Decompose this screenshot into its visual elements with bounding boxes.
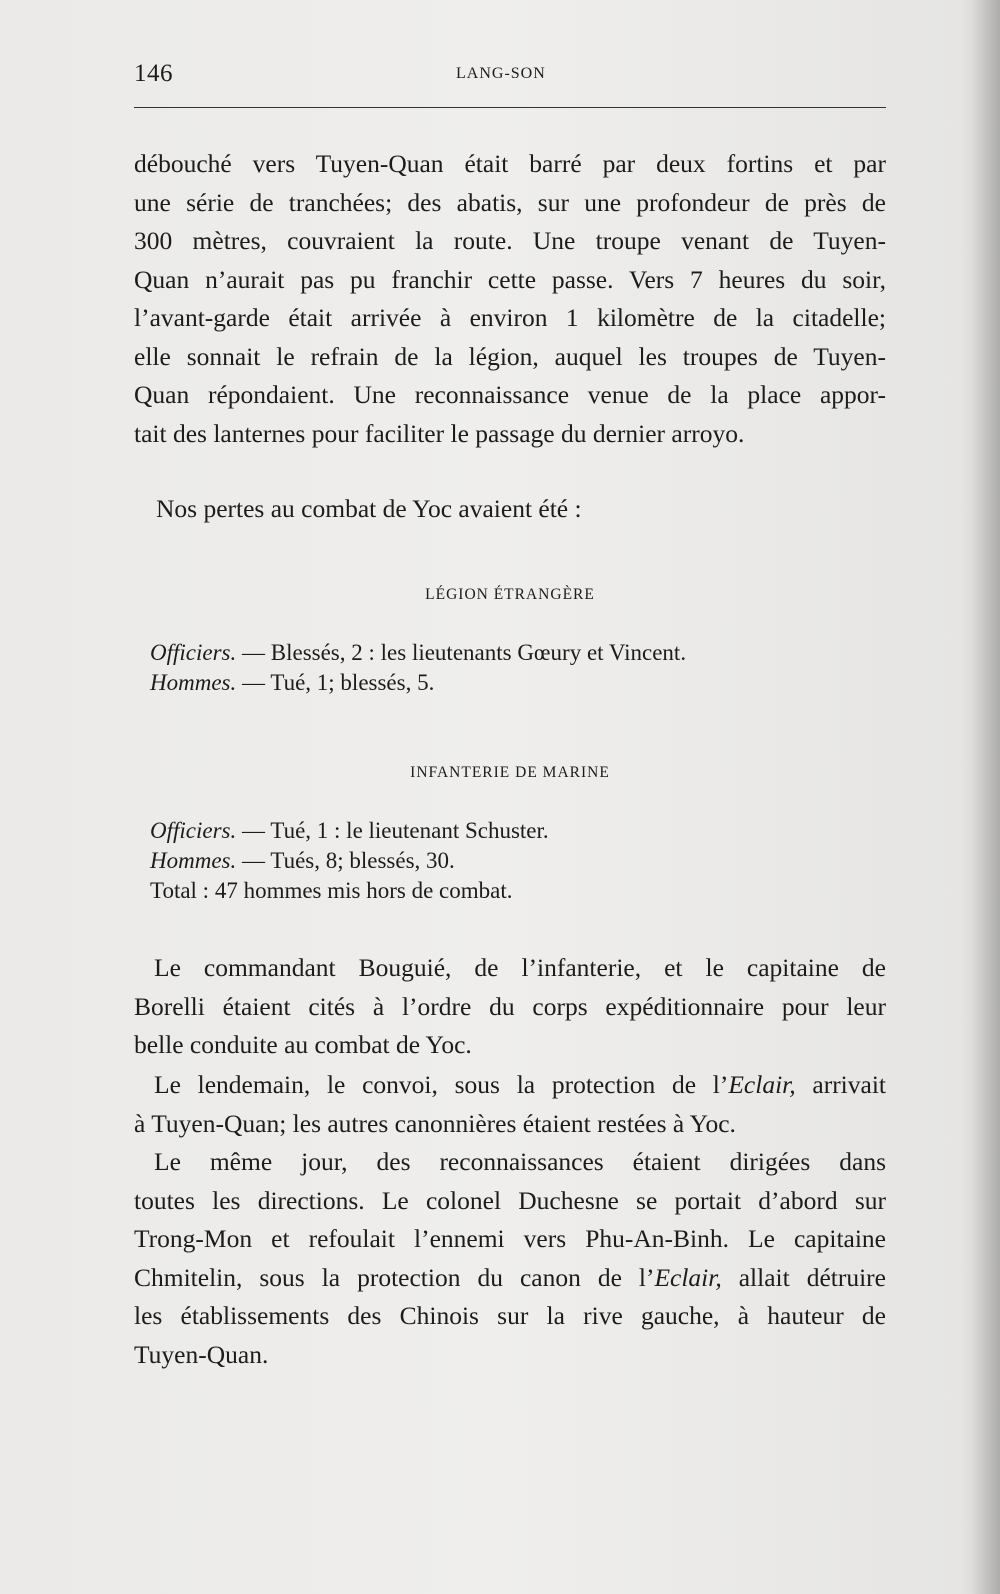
page-number: 146 <box>134 60 173 87</box>
text-line: les établissements des Chinois sur la rive gauche, à hauteur de <box>134 1301 886 1330</box>
text-line: toutes les directions. Le colonel Duchesne se portait d’abord sur <box>134 1185 886 1215</box>
losses-intro: Nos pertes au combat de Yoc avaient été : <box>156 494 582 523</box>
text-line: une série de tranchées; des abatis, sur une profondeur de près de <box>134 187 886 217</box>
marine-losses <box>150 816 549 906</box>
row-text: — Tué, 1 : le lieutenant Schuster. <box>236 818 549 843</box>
row-text: — Tué, 1; blessés, 5. <box>236 670 435 695</box>
paragraph-convoy <box>134 1066 886 1143</box>
page-header <box>134 60 886 96</box>
text-line: Quan répondaient. Une reconnaissance venue de la place appor- <box>134 380 886 409</box>
text-span: Chmitelin, sous la protection du canon de l’ <box>134 1262 655 1292</box>
text-line: 300 mètres, couvraient la route. Une troupe venant de Tuyen- <box>134 226 886 255</box>
text-line: Borelli étaient cités à l’ordre du corps expéditionnaire pour leur <box>134 991 886 1021</box>
text-line: elle sonnait le refrain de la légion, auquel les troupes de Tuyen- <box>134 341 886 371</box>
row-text: — Blessés, 2 : les lieutenants Gœury et Vincent. <box>236 640 687 665</box>
running-head: LANG-SON <box>456 65 546 82</box>
text-span: allait détruire <box>721 1262 886 1292</box>
header-rule <box>134 107 886 108</box>
list-item <box>150 668 686 698</box>
text-line: à Tuyen-Quan; les autres canonnières étaient restées à Yoc. <box>134 1108 736 1138</box>
text-span: Le lendemain, le convoi, sous la protection de l’ <box>154 1070 729 1099</box>
text-line <box>134 1066 886 1105</box>
text-line: Quan n’aurait pas pu franchir cette passe. Vers 7 heures du soir, <box>134 264 886 294</box>
list-item <box>150 846 549 876</box>
list-item <box>150 816 549 846</box>
ship-name: Eclair, <box>654 1262 722 1292</box>
list-item <box>150 638 686 668</box>
paragraph-reconnaissance <box>134 1143 886 1374</box>
section-heading-legion: LÉGION ÉTRANGÈRE <box>425 586 595 603</box>
section-heading-marine: INFANTERIE DE MARINE <box>410 764 610 781</box>
row-label: Hommes. <box>150 670 237 695</box>
text-line <box>134 1259 886 1298</box>
text-line: débouché vers Tuyen-Quan était barré par deux fortins et par <box>134 149 886 178</box>
text-line: Le même jour, des reconnaissances étaient dirigées dans <box>154 1147 886 1176</box>
text-line: l’avant-garde était arrivée à environ 1 kilomètre de la citadelle; <box>134 303 886 332</box>
paragraph-citation <box>134 949 886 1065</box>
page-edge-shadow <box>972 0 1000 1594</box>
total-line: Total : 47 hommes mis hors de combat. <box>150 878 513 903</box>
text-line: tait des lanternes pour faciliter le passage du dernier arroyo. <box>134 418 745 448</box>
row-label: Hommes. <box>150 848 237 873</box>
text-line: Tuyen-Quan. <box>134 1339 269 1369</box>
intro-paragraph <box>134 145 886 453</box>
row-text: — Tués, 8; blessés, 30. <box>236 848 455 873</box>
text-line: belle conduite au combat de Yoc. <box>134 1030 472 1059</box>
text-line: Le commandant Bouguié, de l’infanterie, et le capitaine de <box>154 953 886 982</box>
text-span: arrivait <box>795 1070 887 1099</box>
row-label: Officiers. <box>150 640 237 665</box>
row-label: Officiers. <box>150 818 237 843</box>
ship-name: Eclair, <box>728 1070 796 1099</box>
legion-losses <box>150 638 686 698</box>
text-line: Trong-Mon et refoulait l’ennemi vers Phu-An-Binh. Le capitaine <box>134 1224 886 1253</box>
